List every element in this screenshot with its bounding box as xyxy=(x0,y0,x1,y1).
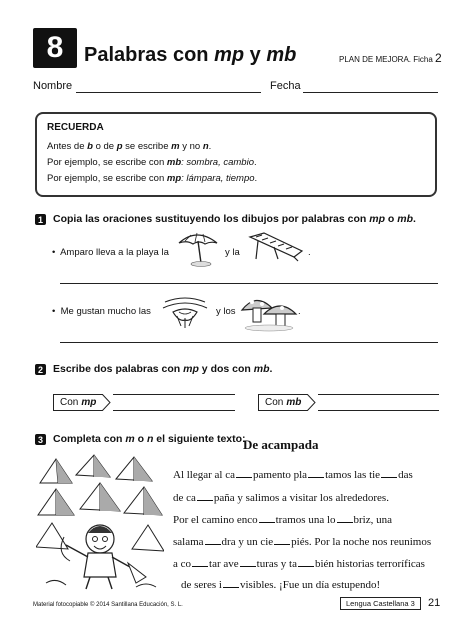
ex3-title-o: o xyxy=(134,433,147,445)
story-line xyxy=(173,535,431,548)
fill-in-blank[interactable] xyxy=(298,557,314,567)
recuerda-title: RECUERDA xyxy=(47,122,104,133)
ex1-item-2: • Me gustan mucho las xyxy=(52,306,151,317)
story-title: De acampada xyxy=(243,437,319,452)
ex1-item-1-end: . xyxy=(308,247,311,258)
hammock-chair-icon xyxy=(244,229,308,265)
arrow-right-icon xyxy=(307,394,316,411)
mb-answer-line-2[interactable] xyxy=(318,410,439,411)
title-mp: mp xyxy=(214,44,245,66)
mp-answer-line-2[interactable] xyxy=(113,410,235,411)
ex3-title-n: n xyxy=(146,433,154,445)
mb-answer-line-1[interactable] xyxy=(318,394,439,395)
exercise-3-title xyxy=(53,433,246,445)
con-mb-box xyxy=(258,394,308,411)
story-fragment: tramos una lo xyxy=(275,514,336,526)
mushrooms-icon xyxy=(238,290,298,332)
exercise-1-title xyxy=(53,213,416,225)
ex3-title-a: Completa con xyxy=(53,433,126,445)
title-mb: mb xyxy=(266,44,297,66)
date-label: Fecha xyxy=(270,80,301,92)
story-fragment: briz, una xyxy=(353,514,392,526)
shrimp-icon xyxy=(157,292,213,332)
con-mb-value: mb xyxy=(286,397,302,408)
ex1-title-o: o xyxy=(384,213,398,225)
rl3-a: Por ejemplo, se escribe con xyxy=(47,173,167,184)
rl2-b: mb xyxy=(166,157,182,168)
ex1-answer-line-2[interactable] xyxy=(60,342,438,343)
exercise-3-number: 3 xyxy=(35,434,46,445)
ex1-item-2-end: . xyxy=(298,306,301,317)
ex1-answer-line-1[interactable] xyxy=(60,283,438,284)
rl1-a: Antes de xyxy=(47,141,88,152)
story-fragment: salama xyxy=(173,536,204,548)
rl1-h: n xyxy=(202,141,209,152)
page-number: 21 xyxy=(428,597,441,609)
exercise-1-number: 1 xyxy=(35,214,46,225)
story-fragment: turas y ta xyxy=(256,558,297,570)
unit-number-badge: 8 xyxy=(33,28,77,68)
story-line xyxy=(181,578,380,591)
ex1-title-mb: mb xyxy=(397,213,413,225)
story-fragment: tamos las tie xyxy=(325,469,381,481)
rl3-c: : lámpara, tiempo xyxy=(181,173,255,184)
ex2-title-mb: mb xyxy=(253,363,270,375)
ex1-item-2-b: y los xyxy=(216,306,236,317)
con-mp-label: Con xyxy=(60,397,79,408)
umbrella-icon xyxy=(175,229,221,269)
rl2-d: . xyxy=(254,157,257,168)
story-fragment: tar ave xyxy=(209,558,239,570)
story-fragment: visibles. ¡Fue un día estupendo! xyxy=(239,579,381,591)
mp-answer-line-1[interactable] xyxy=(113,394,235,395)
name-field[interactable] xyxy=(76,92,261,93)
ex2-title-mp: mp xyxy=(183,363,199,375)
story-fragment: pamento pla xyxy=(253,469,308,481)
story-fragment: de ca xyxy=(173,492,196,504)
fill-in-blank[interactable] xyxy=(308,468,324,478)
rl1-e: se escribe xyxy=(122,141,172,152)
title-prefix: Palabras con xyxy=(84,44,215,66)
rl3-d: . xyxy=(254,173,258,184)
fill-in-blank[interactable] xyxy=(197,491,213,501)
plan-label xyxy=(339,51,442,65)
story-fragment: piés. Por la noche nos reunimos xyxy=(291,536,432,548)
story-fragment: a co xyxy=(173,558,192,570)
con-mp-box xyxy=(53,394,103,411)
ex2-title-a: Escribe dos palabras con xyxy=(53,363,184,375)
plan-text: PLAN DE MEJORA. Ficha xyxy=(339,55,436,64)
fill-in-blank[interactable] xyxy=(381,468,397,478)
rl3-b: mp xyxy=(166,173,182,184)
fill-in-blank[interactable] xyxy=(337,513,353,523)
story-fragment: das xyxy=(398,469,413,481)
fill-in-blank[interactable] xyxy=(240,557,256,567)
fill-in-blank[interactable] xyxy=(192,557,208,567)
exercise-2-title xyxy=(53,363,272,375)
con-mb-label: Con xyxy=(265,397,284,408)
ex1-item2-a: Me gustan mucho las xyxy=(60,306,151,317)
rl1-d: p xyxy=(116,141,123,152)
recuerda-line-2 xyxy=(47,157,257,168)
subject-badge: Lengua Castellana 3 xyxy=(340,597,421,610)
rl1-b: b xyxy=(87,141,93,152)
rl1-c: o de xyxy=(92,141,117,152)
story-fragment: de seres i xyxy=(181,579,222,591)
fill-in-blank[interactable] xyxy=(259,513,275,523)
ex2-title-end: . xyxy=(269,363,273,375)
story-line xyxy=(173,468,413,481)
ex2-title-and: y dos con xyxy=(198,363,254,375)
fill-in-blank[interactable] xyxy=(274,535,290,545)
con-mp-value: mp xyxy=(81,397,97,408)
ex3-title-end: el siguiente texto: xyxy=(153,433,246,445)
rl2-c: : sombra, cambio xyxy=(181,157,254,168)
story-fragment: dra y un cie xyxy=(221,536,274,548)
recuerda-line-1 xyxy=(47,141,211,152)
title-and: y xyxy=(244,44,267,66)
arrow-right-icon xyxy=(102,394,111,411)
recuerda-box xyxy=(35,112,437,197)
story-line xyxy=(173,557,425,570)
ex3-title-m: m xyxy=(125,433,135,445)
copyright-text: Material fotocopiable © 2014 Santillana Educación, S. L. xyxy=(33,602,183,608)
story-fragment: Al llegar al ca xyxy=(173,469,235,481)
recuerda-line-3 xyxy=(47,173,257,184)
rl1-g: y no xyxy=(179,141,203,152)
rl1-i: . xyxy=(208,141,212,152)
rl1-f: m xyxy=(171,141,180,152)
plan-number: 2 xyxy=(435,51,442,65)
camping-illustration xyxy=(36,453,164,590)
page-title xyxy=(84,44,296,67)
story-fragment: bién historias terroríficas xyxy=(314,558,425,570)
ex1-title-end: . xyxy=(412,213,416,225)
story-fragment: paña y salimos a visitar los alrededores. xyxy=(213,492,389,504)
exercise-2-number: 2 xyxy=(35,364,46,375)
fill-in-blank[interactable] xyxy=(236,468,252,478)
ex1-item-1: • Amparo lleva a la playa la xyxy=(52,247,169,258)
ex1-title-mp: mp xyxy=(369,213,385,225)
date-field[interactable] xyxy=(303,92,438,93)
fill-in-blank[interactable] xyxy=(223,578,239,588)
story-fragment: Por el camino enco xyxy=(173,514,258,526)
story-line xyxy=(173,491,389,504)
rl2-a: Por ejemplo, se escribe con xyxy=(47,157,167,168)
fill-in-blank[interactable] xyxy=(205,535,221,545)
name-label: Nombre xyxy=(33,80,73,92)
ex1-item-1-b: y la xyxy=(225,247,240,258)
story-line xyxy=(173,513,392,526)
ex1-item1-a: Amparo lleva a la playa la xyxy=(60,247,169,258)
ex1-title-a: Copia las oraciones sustituyendo los dibujos por palabras con xyxy=(53,213,370,225)
